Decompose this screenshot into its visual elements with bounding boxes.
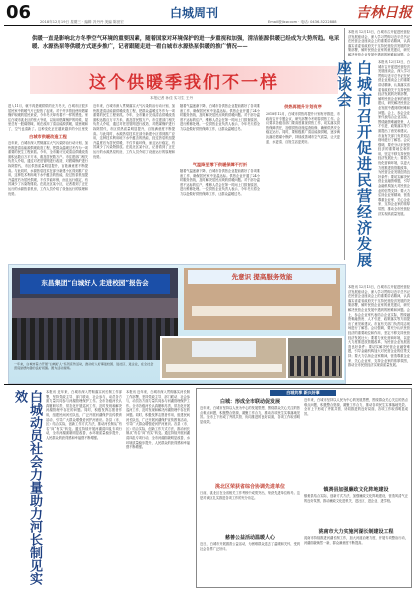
news-box-header: 白城共享 新兴好事: [270, 390, 336, 396]
lead-body-3a: 随着气温逐渐下降，白城市各供热企业提前做好了各项准备工作，确保居民家中室温达标。供热企业开通了24小时服务热线，及时解决居民反映的供暖问题。对于部分温度不达标的住户，维修人员会在第一时间上门排查原因，进行维修处理。一位供热企业负责人表示，今年冬天将全力以赴做好供热保障工作，让群众温暖过冬。: [180, 104, 260, 131]
banner-1-text: 东昌集团“白城好人 走进校园”报告会: [41, 279, 149, 287]
lead-intro: 供暖一直是影响北方冬季空气环境的重要因素，随着国家对环境保护的进一步重视和加强，清洁能源供暖已经成为大势所趋。电采暖、水源热泵等供暖方式逐步推广，记者跟随走进一看白城市水源热泵供暖的推广情况——: [32, 36, 340, 51]
right-article-body: 本报讯 12月13日，白城市召开促进民营经济发展座谈会，深入学习贯彻习近平总书记在民营企业座谈会上的重要讲话精神，认真落实省委省政府关于支持民营经济发展的决策部署，倾听民营企业家的意见建议，研究解决民营企业发展中遇到的困难和问题。会上，参会企业家代表结合企业实际，围绕融资难融资贵、人才引进、政策落实等方面提出了意见和建议。市直有关部门负责同志现场进行了解答。会议强调，要充分认识民营经济的重要地位和作用，坚定不移支持民营经济发展壮大；要着力优化营商环境，以更大力度推进放管服改革，为民营企业发展创造良好条件；要切实解决民营企业融资难题，引导金融机构加大对民营企业的信贷支持；要大力弘扬企业家精神，营造尊重企业家、关心企业家、支持企业家的浓厚氛围，推动全市民营经济实现高质量发展。: [378, 60, 410, 216]
box-title-3: 慈善公益活动温暖人心: [224, 535, 275, 541]
box-body-5: 洮南市持续推进河湖长制工作，加大河道治理力度，开展专项整治行动，河湖面貌焕然一新，群众满意度不断提高。: [304, 536, 408, 545]
right-article-title: 白城市召开促进民营经济发展座谈会: [335, 60, 373, 268]
masthead-logo: 吉林日报: [356, 5, 412, 21]
screen: [192, 341, 256, 357]
stage-floor: [12, 298, 178, 318]
audience: [12, 318, 178, 360]
box-body-3: 近日，白城市开展慈善公益活动，为困难群众送去了温暖和关怀，受到社会各界广泛好评。: [200, 542, 300, 551]
lead-subhead-2: 气温降至零下供暖保障不打折: [192, 162, 248, 167]
box-title-4: 镇赉县加强廉政文化阵地建设: [323, 487, 389, 493]
banner-2-text: 先意识 提高服务效能: [231, 273, 293, 281]
contact-line: Email@jlxw.com · 电话: 0436-5222888: [268, 20, 337, 24]
photo-audience-seated: [286, 336, 344, 380]
box-body-1: 近年来，白城市坚持以人民为中心的发展思想，围绕群众关心关注的热点难点问题，积极整合资源，凝聚工作合力，推动各项民生实事落地见效。全市上下形成了齐抓共管、协同推进的良好局面，各项工作取得明显成效。: [200, 406, 300, 424]
meeting-table: [192, 306, 332, 316]
photo-conference: [160, 336, 288, 380]
page-number: 06: [6, 2, 32, 23]
box-body-4: 镇赉县结合实际，创新方式方法，加强廉政文化阵地建设，营造风清气正的良好氛围，推动廉政文化进机关、进社区、进企业、进学校。: [304, 494, 408, 503]
lead-body-4: 2018年12月，白城市供热再提升计划有序推进，市政府召开专题会议，研究部署今冬明春供热工作。会议要求各级各部门要高度重视供热工作，切实落实供热保障责任，加强供热设施巡查检修，确保供热安全稳定运行。同时，要积极推广清洁能源供暖，逐步淘汰落后燃煤小锅炉，持续改善城市空气质量，让天更蓝、水更清、百姓生活更美好。: [266, 112, 340, 144]
lead-title: 这个供暖季我们不一样: [89, 73, 279, 93]
lead-subhead-3: 供热再提升计划有序: [284, 104, 322, 109]
section-title: 白城周刊: [170, 6, 219, 20]
lead-body-1: 进入11月，就不再是暖烘烘的北方冬天，白城市区很多居民家中的暖气片已经热了起来。对于许多曾经使用燃煤锅炉取暖的居民来说，今年冬天却有着不一样的感受。家住白城市洮北区的张大爷说，以前用燃煤锅炉的时候，屋里总有一股煤烟味，现在改用了清洁能源供暖，屋里暖和了，空气也清新了。这种变化正在越来越多的小区里发: [8, 104, 88, 131]
box-title-1: 白城：形成全市联动促发展: [219, 399, 280, 405]
bottom-left-body-2: 本报讯 近年来，白城市深入贯彻落实河长制工作部署，坚持党政主导、部门联动、社会参与，动员各方面力量共同参与河湖管理保护工作。全市各级河长认真履职尽责，常态化开展巡河工作，及时发现和解决河湖管理中存在的问题。同时，积极发挥志愿者作用，组建民间河长队伍，广泛开展河湖保护宣传教育活动，引导广大群众增强爱河护河意识。各县（市、区）结合实际，创新工作方式方法，推动河长制从“有名”向“有实”转变。通过持续开展河湖清四乱专项行动，全市河湖面貌明显改善，水环境质量稳步提升，人民群众的获得感和幸福感不断增强。: [126, 390, 190, 450]
conference-table: [166, 364, 282, 372]
meta-line: 2018年12月19日 星期三 · 编辑 冯丹丹 美编 陈世宏: [40, 20, 124, 24]
box-body-1b: 近年来，白城市坚持以人民为中心的发展思想，围绕群众关心关注的热点难点问题，积极整合资源，凝聚工作合力，推动各项民生实事落地见效。全市上下形成了齐抓共管、协同推进的良好局面，各项工作取得明显成效。: [304, 398, 408, 416]
lead-body-2: 近年来，白城市深入贯彻落实大气污染防治行动计划，加快推进清洁能源供暖改造工程，把群众温暖过冬作为一项重要的民生工程来抓。今年，全市累计完成清洁供暖改造面积达数百万平方米，惠及居民数万户。市住建部门相关负责人介绍，通过对老旧管网进行改造、对燃煤锅炉进行拆除替代，市区供热质量明显提升，百姓满意度不断提高。与此同时，水源热泵技术在部分新建小区得到推广应用，这种技术利用地下水中蕴含的热能，经过热泵机组提升温度后为居民供暖，不仅节能环保，而且运行稳定，有效减少了污染物排放。在洮北区某小区，记者看到了正在运行的水源热泵机房，工作人员介绍了设备运行的原理和优势。: [8, 141, 88, 196]
bottom-left-title: 白城动员社会力量助力河长制见实效: [12, 390, 42, 585]
box-title-2: 洮北区荣获省综合协调先进单位: [214, 484, 285, 490]
seated-people: [290, 356, 340, 376]
photo-service-meeting: [184, 268, 340, 330]
lead-body-2b: 近年来，白城市深入贯彻落实大气污染防治行动计划，加快推进清洁能源供暖改造工程，把群众温暖过冬作为一项重要的民生工程来抓。今年，全市累计完成清洁供暖改造面积达数百万平方米，惠及居民数万户。市住建部门相关负责人介绍，通过对老旧管网进行改造、对燃煤锅炉进行拆除替代，市区供热质量明显提升，百姓满意度不断提高。与此同时，水源热泵技术在部分新建小区得到推广应用，这种技术利用地下水中蕴含的热能，经过热泵机组提升温度后为居民供暖，不仅节能环保，而且运行稳定，有效减少了污染物排放。在洮北区某小区，记者看到了正在运行的水源热泵机房，工作人员介绍了设备运行的原理和优势。: [93, 104, 175, 159]
photo-school-lecture: [12, 268, 178, 360]
right-article-body-top: 本报讯 12月13日，白城市召开促进民营经济发展座谈会，深入学习贯彻习近平总书记在民营企业座谈会上的重要讲话精神，认真落实省委省政府关于支持民营经济发展的决策部署，倾听民营企业家的意见建议，研究解决民营企业发展中遇到的困难和问题。会: [348, 30, 410, 56]
header-rule: [4, 25, 412, 26]
photo-caption: 一年来，白城市着力开展“白城好人”系列宣传活动，推动好人好事进校园、进社区、进企业，在全社会营造崇德向善的良好氛围。图为活动现场。: [14, 362, 154, 371]
bottom-left-body-1: 本报讯 近年来，白城市深入贯彻落实河长制工作部署，坚持党政主导、部门联动、社会参与，动员各方面力量共同参与河湖管理保护工作。全市各级河长认真履职尽责，常态化开展巡河工作，及时发现和解决河湖管理中存在的问题。同时，积极发挥志愿者作用，组建民间河长队伍，广泛开展河湖保护宣传教育活动，引导广大群众增强爱河护河意识。各县（市、区）结合实际，创新工作方式方法，推动河长制从“有名”向“有实”转变。通过持续开展河湖清四乱专项行动，全市河湖面貌明显改善，水环境质量稳步提升，人民群众的获得感和幸福感不断增强。: [46, 390, 122, 440]
lead-byline: 本报记者 孙佳 实习生 王丹: [150, 96, 193, 100]
bottom-rule: [4, 384, 412, 385]
box-body-2: 日前，洮北区在全省相关工作考核中成绩突出，荣获先进单位称号。这是对该区扎实推进各项工作的充分肯定。: [200, 491, 300, 500]
lead-subhead-1: 白城市供暖改造工程: [29, 134, 67, 139]
right-article-body-2: 本报讯 12月13日，白城市召开促进民营经济发展座谈会，深入学习贯彻习近平总书记在民营企业座谈会上的重要讲话精神，认真落实省委省政府关于支持民营经济发展的决策部署，倾听民营企业家的意见建议，研究解决民营企业发展中遇到的困难和问题。会上，参会企业家代表结合企业实际，围绕融资难融资贵、人才引进、政策落实等方面提出了意见和建议。市直有关部门负责同志现场进行了解答。会议强调，要充分认识民营经济的重要地位和作用，坚定不移支持民营经济发展壮大；要着力优化营商环境，以更大力度推进放管服改革，为民营企业发展创造良好条件；要切实解决民营企业融资难题，引导金融机构加大对民营企业的信贷支持；要大力弘扬企业家精神，营造尊重企业家、关心企业家、支持企业家的浓厚氛围，推动全市民营经济实现高质量发展。: [348, 285, 410, 368]
lead-body-3b: 随着气温逐渐下降，白城市各供热企业提前做好了各项准备工作，确保居民家中室温达标。供热企业开通了24小时服务热线，及时解决居民反映的供暖问题。对于部分温度不达标的住户，维修人员会在第一时间上门排查原因，进行维修处理。一位供热企业负责人表示，今年冬天将全力以赴做好供热保障工作，让群众温暖过冬。: [180, 169, 260, 196]
box-title-5: 洮南市大力实施河湖长制建设工程: [318, 529, 394, 535]
